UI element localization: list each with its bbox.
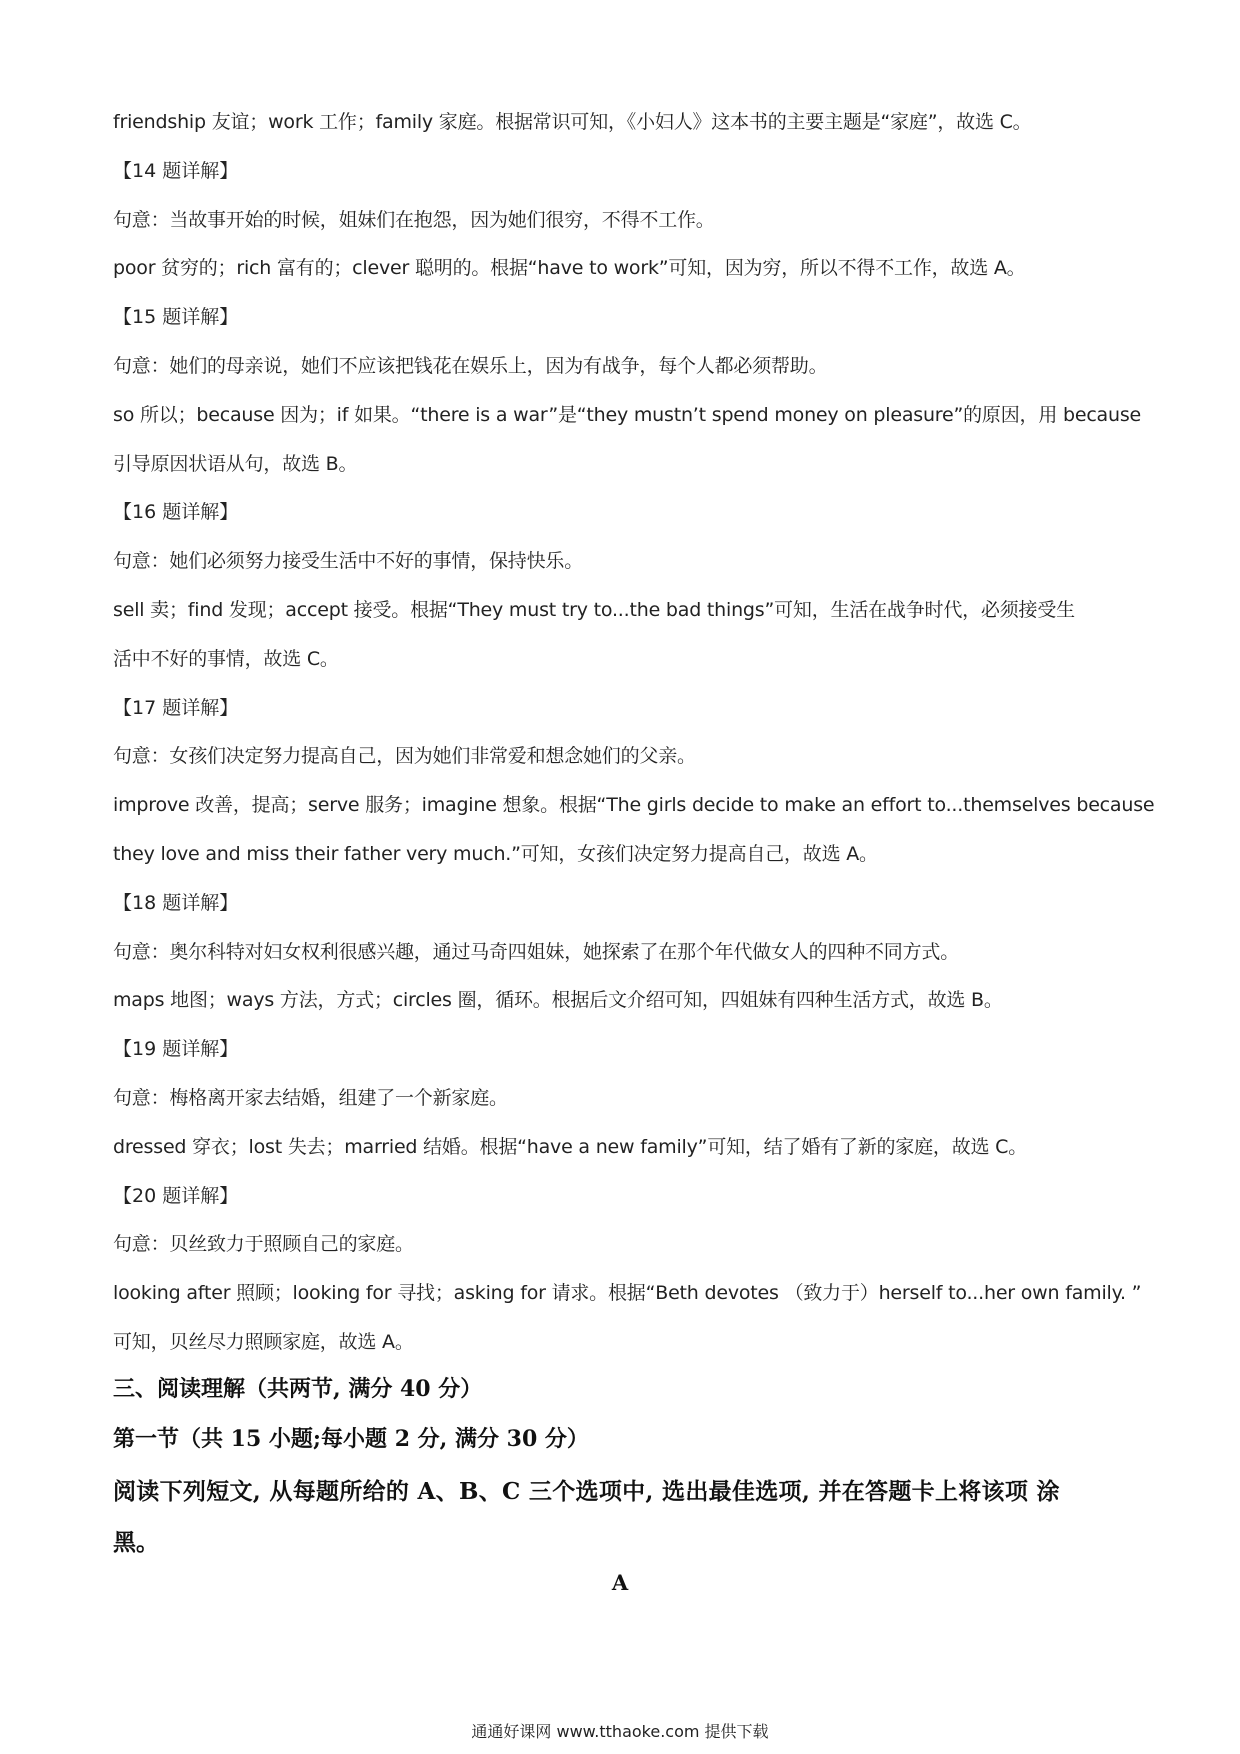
question-heading: 【16 题详解】: [113, 501, 239, 524]
explanation-line: 句意：梅格离开家去结婚，组建了一个新家庭。: [113, 1086, 508, 1109]
question-heading: 【15 题详解】: [113, 306, 239, 329]
explanation-line: 活中不好的事情，故选 C。: [113, 647, 339, 670]
question-heading: 【20 题详解】: [113, 1184, 239, 1207]
explanation-line: 句意：贝丝致力于照顾自己的家庭。: [113, 1233, 414, 1256]
explanation-line: maps 地图；ways 方法，方式；circles 圈，循环。根据后文介绍可知，四姐妹有四种生活方式，故选 B。: [113, 989, 1003, 1012]
subsection-title: 第一节（共 15 小题;每小题 2 分, 满分 30 分）: [113, 1426, 589, 1452]
explanation-line: friendship 友谊；work 工作；family 家庭。根据常识可知，《小妇人》这本书的主要主题是“家庭”，故选 C。: [113, 111, 1032, 133]
question-heading: 【17 题详解】: [113, 696, 239, 719]
passage-label: A: [611, 1570, 629, 1595]
explanation-line: 句意：奥尔科特对妇女权利很感兴趣，通过马奇四姐妹，她探索了在那个年代做女人的四种不同方式。: [113, 940, 960, 963]
question-heading: 【18 题详解】: [113, 891, 239, 914]
page-footer: 通通好课网 www.tthaoke.com 提供下载: [471, 1722, 769, 1741]
explanation-line: 可知，贝丝尽力照顾家庭，故选 A。: [113, 1330, 414, 1353]
explanation-line: improve 改善，提高；serve 服务；imagine 想象。根据“The girls decide to make an effort to...themselves because: [113, 794, 1155, 817]
instruction-line-2: 黑。: [113, 1529, 159, 1556]
explanation-line: sell 卖；find 发现；accept 接受。根据“They must try to...the bad things”可知，生活在战争时代，必须接受生: [113, 598, 1075, 621]
explanation-line: 句意：当故事开始的时候，姐妹们在抱怨，因为她们很穷，不得不工作。: [113, 208, 715, 231]
explanation-line: poor 贫穷的；rich 富有的；clever 聪明的。根据“have to work”可知，因为穷，所以不得不工作，故选 A。: [113, 257, 1026, 280]
explanation-line: so 所以；because 因为；if 如果。“there is a war”是“they mustn’t spend money on pleasure”的原因，用 because: [113, 403, 1142, 426]
explanation-line: 句意：她们必须努力接受生活中不好的事情，保持快乐。: [113, 550, 584, 573]
explanation-line: dressed 穿衣；lost 失去；married 结婚。根据“have a new family”可知，结了婚有了新的家庭，故选 C。: [113, 1135, 1028, 1158]
instruction-line-1: 阅读下列短文, 从每题所给的 A、B、C 三个选项中, 选出最佳选项, 并在答题卡上将该项 涂: [113, 1478, 1060, 1505]
explanation-line: 句意：她们的母亲说，她们不应该把钱花在娱乐上，因为有战争，每个人都必须帮助。: [113, 354, 828, 377]
explanation-text-block: [113, 98, 1155, 1367]
question-heading: 【19 题详解】: [113, 1038, 239, 1061]
explanation-line: looking after 照顾；looking for 寻找；asking for 请求。根据“Beth devotes （致力于）herself to...her own family. ”: [113, 1282, 1142, 1305]
explanation-line: 引导原因状语从句，故选 B。: [113, 452, 358, 475]
question-heading: 【14 题详解】: [113, 159, 239, 182]
section-title: 三、阅读理解（共两节, 满分 40 分）: [113, 1376, 483, 1402]
explanation-line: 句意：女孩们决定努力提高自己，因为她们非常爱和想念她们的父亲。: [113, 745, 696, 768]
explanation-line: they love and miss their father very much.”可知，女孩们决定努力提高自己，故选 A。: [113, 842, 878, 865]
